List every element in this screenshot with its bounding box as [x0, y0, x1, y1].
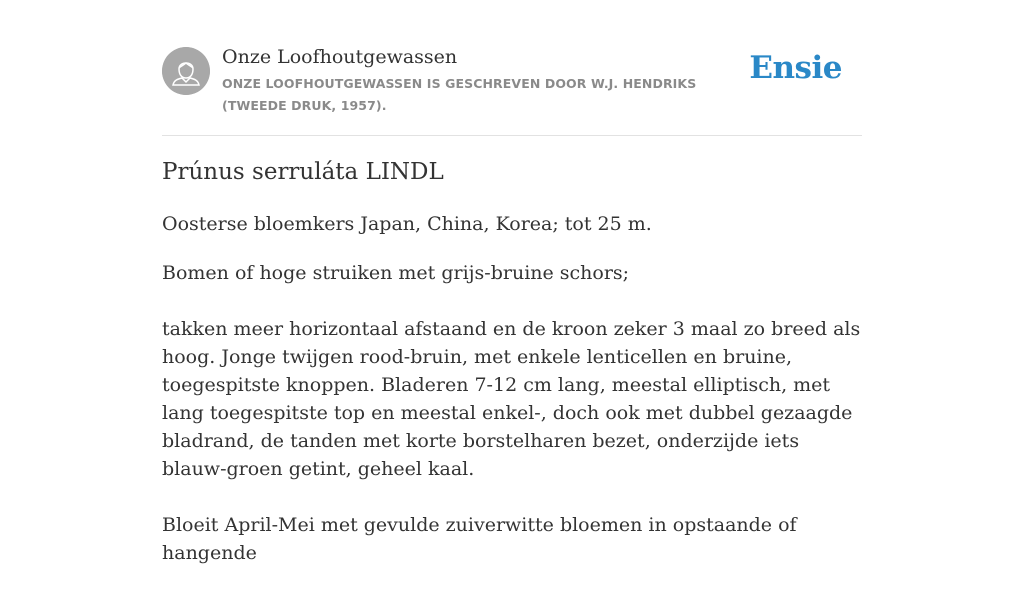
- article-body: [162, 259, 862, 595]
- article-title: Prúnus serruláta LINDL: [162, 159, 444, 185]
- page: [162, 0, 862, 564]
- paragraph: takken meer horizontaal afstaand en de kroon zeker 3 maal zo breed als hoog. Jonge twijgen rood-bruin, met enkele lenticellen en bruine, toegespitste knoppen. Bladeren 7-12 cm lang, meestal elliptisch, met lang toegespitste top en meestal enkel-, doch ook met dubbel gezaagde bladrand, de tanden met korte borstelharen bezet, onderzijde iets blauw-groen getint, geheel kaal.: [162, 318, 861, 480]
- book-description: ONZE LOOFHOUTGEWASSEN IS GESCHREVEN DOOR W.J. HENDRIKS (TWEEDE DRUK, 1957).: [222, 76, 697, 113]
- paragraph: Bomen of hoge struiken met grijs-bruine schors;: [162, 262, 630, 284]
- paragraph: Bloeit April-Mei met gevulde zuiverwitte bloemen in opstaande of hangende: [162, 514, 797, 564]
- ensie-logo[interactable]: Ensie: [749, 50, 842, 86]
- header: [162, 0, 862, 136]
- user-icon: [162, 47, 210, 95]
- article-subtitle: Oosterse bloemkers Japan, China, Korea; tot 25 m.: [162, 213, 652, 235]
- book-title[interactable]: Onze Loofhoutgewassen: [222, 46, 458, 68]
